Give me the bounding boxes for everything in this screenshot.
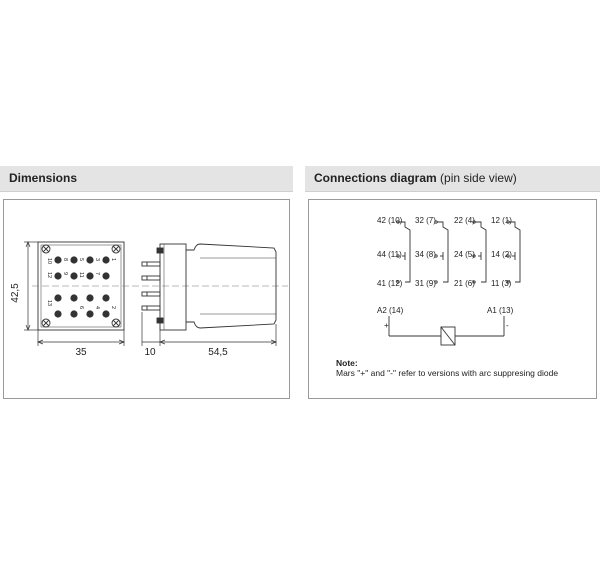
minus-sign: -	[506, 321, 509, 330]
pin-length-dimension: 10	[144, 347, 156, 358]
pin-label: 4	[94, 306, 100, 310]
connections-panel	[305, 166, 600, 398]
note-block	[336, 358, 558, 378]
pin-label: 1	[110, 258, 116, 262]
dimensions-svg	[4, 200, 290, 398]
connections-subtitle: (pin side view)	[440, 171, 517, 185]
coil-circuit	[389, 316, 504, 345]
contact-label: 22 (4)	[454, 216, 475, 225]
dimensions-panel	[0, 166, 293, 398]
pin-label: 12	[46, 272, 52, 279]
pin-label: 10	[46, 258, 52, 265]
depth-dimension: 54,5	[208, 347, 228, 358]
contact-label: 21 (6)	[454, 279, 475, 288]
contact-label: 12 (1)	[491, 216, 512, 225]
pin-label: 8	[62, 258, 68, 262]
dimensions-drawing	[3, 199, 290, 399]
relay-side-view	[142, 244, 276, 330]
contact-label: 24 (5)	[454, 250, 475, 259]
contact-label: 41 (12)	[377, 279, 403, 288]
width-dimension: 35	[75, 347, 87, 358]
connections-drawing	[308, 199, 597, 399]
pin-label: 2	[110, 306, 116, 310]
pin-label: 13	[46, 300, 52, 307]
note-text: Mars "+" and "-" refer to versions with arc suppresing diode	[336, 368, 559, 378]
pin-label: 11	[78, 272, 84, 278]
dimensions-title: Dimensions	[9, 171, 78, 185]
contact-label: 42 (10)	[377, 216, 403, 225]
pin-label: 3	[94, 258, 100, 262]
connections-header	[305, 166, 600, 192]
pin-label: 7	[94, 272, 100, 276]
connections-title: Connections diagram	[314, 171, 437, 185]
contact-label: 31 (9)	[415, 279, 436, 288]
contact-label: 32 (7)	[415, 216, 436, 225]
contact-label: 11 (3)	[491, 279, 512, 288]
note-title: Note:	[336, 358, 358, 368]
pin-label: 9	[62, 272, 68, 276]
contact-label: 34 (8)	[415, 250, 436, 259]
contact-label: 14 (2)	[491, 250, 512, 259]
coil-a2-label: A2 (14)	[377, 306, 404, 315]
pin-label: 6	[78, 306, 84, 310]
pin-label: 5	[78, 258, 84, 262]
relay-front-outline	[38, 242, 124, 330]
contact-label: 44 (11)	[377, 250, 402, 259]
plus-sign: +	[384, 321, 389, 330]
dimensions-header	[0, 166, 293, 192]
coil-a1-label: A1 (13)	[487, 306, 514, 315]
height-dimension: 42,5	[10, 283, 21, 303]
